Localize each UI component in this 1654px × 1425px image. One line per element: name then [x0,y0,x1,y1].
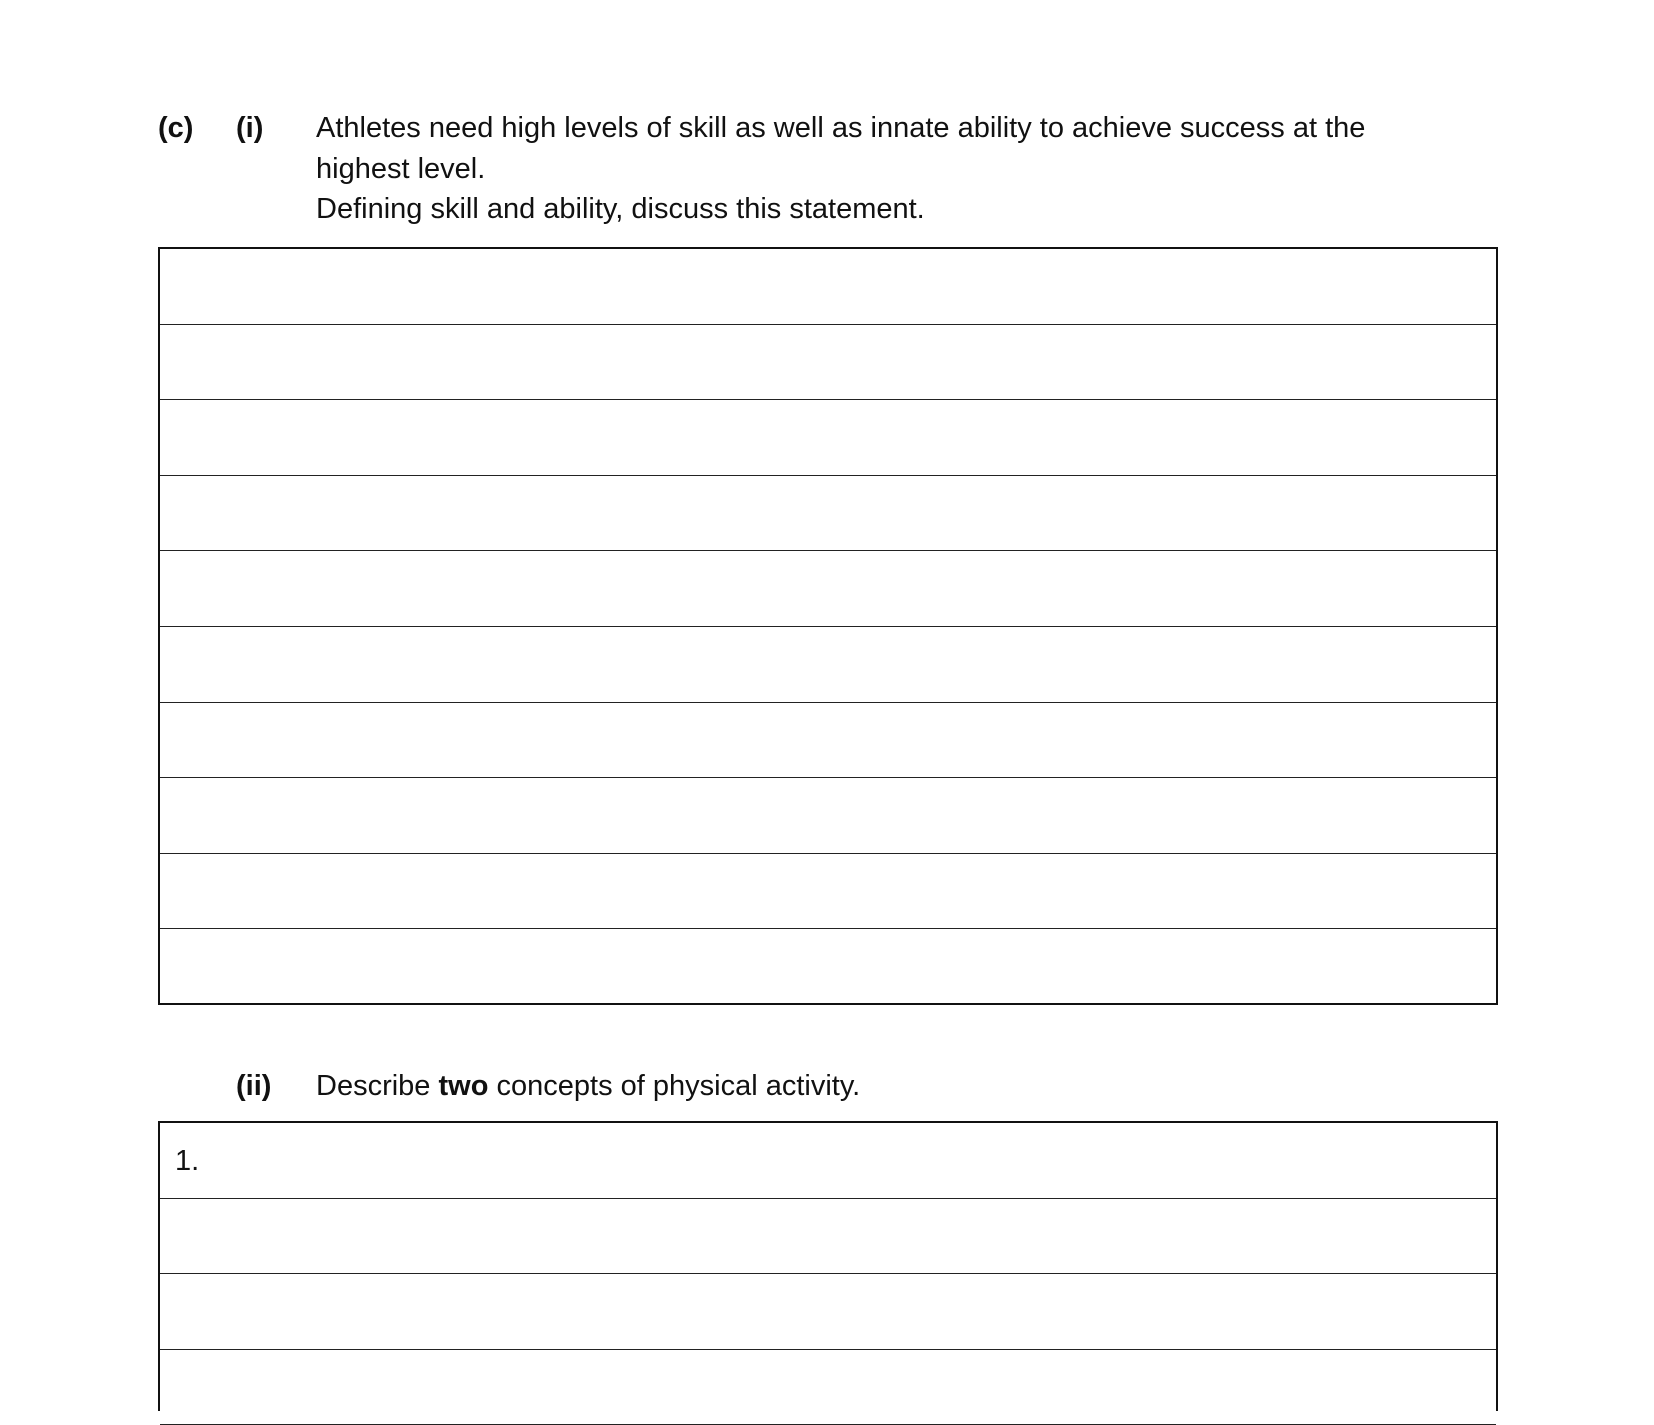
answer-box-ii[interactable] [158,1121,1498,1411]
question-i-line-3: Defining skill and ability, discuss this statement. [316,193,925,225]
part-label: (c) [158,112,194,144]
answer-line[interactable] [160,249,1496,325]
answer-line[interactable] [160,929,1496,1005]
answer-line[interactable] [160,703,1496,779]
answer-line[interactable] [160,854,1496,930]
answer-line[interactable] [160,1199,1496,1275]
answer-line[interactable] [160,778,1496,854]
subpart-ii-label: (ii) [236,1070,272,1102]
question-ii-text [316,1066,860,1106]
answer-line[interactable] [160,627,1496,703]
item-number: 1. [175,1145,200,1177]
answer-line[interactable] [160,1123,1496,1199]
answer-line[interactable] [160,325,1496,401]
answer-box-i[interactable] [158,247,1498,1005]
question-ii-emphasis: two [438,1070,489,1102]
question-i-line-1: Athletes need high levels of skill as well as innate ability to achieve success at the [316,112,1366,144]
answer-line[interactable] [160,400,1496,476]
answer-line[interactable] [160,551,1496,627]
subpart-i-label: (i) [236,112,264,144]
question-ii-text-after: concepts of physical activity. [488,1070,861,1102]
question-ii-text-before: Describe [316,1070,439,1102]
answer-line[interactable] [160,476,1496,552]
answer-line[interactable] [160,1274,1496,1350]
question-i-line-2: highest level. [316,153,486,185]
answer-line[interactable] [160,1350,1496,1425]
